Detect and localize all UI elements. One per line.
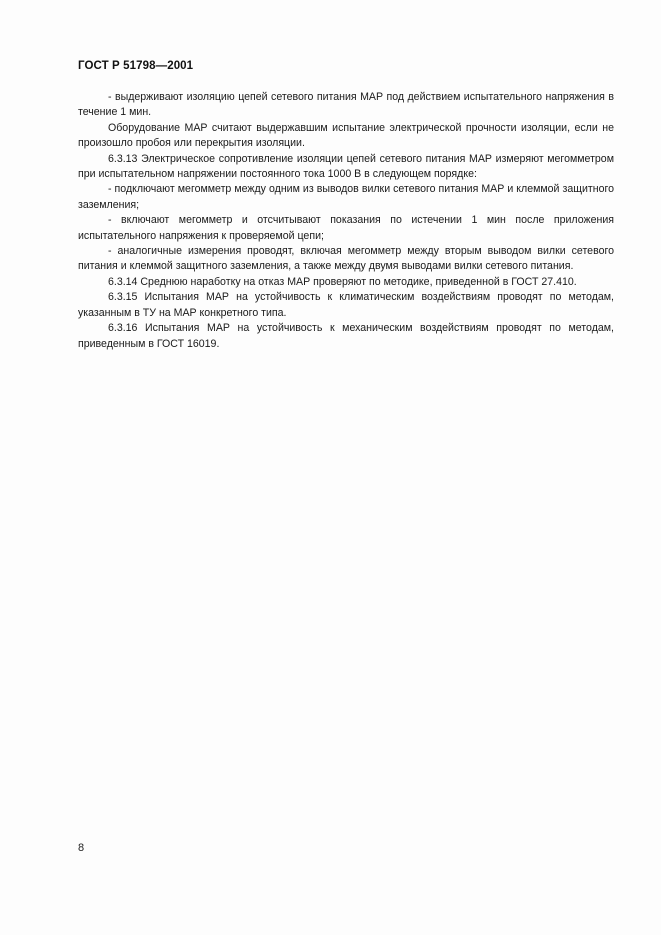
page-number: 8 <box>78 842 85 854</box>
paragraph-6-3-15: 6.3.15 Испытания МАР на устойчивость к климатическим воздействиям проводят по методам, указанным в ТУ на МАР конкретного типа. <box>78 291 614 319</box>
document-body <box>78 90 614 352</box>
paragraph-similar-measurements: - аналогичные измерения проводят, включая мегомметр между вторым выводом вилки сетевого питания и клеммой защитного заземления, а также между двумя выводами вилки сетевого питания. <box>78 245 614 273</box>
paragraph-6-3-13: 6.3.13 Электрическое сопротивление изоляции цепей сетевого питания МАР измеряют мегомметром при испытательном напряжении постоянного тока 1000 В в следующем порядке: <box>78 152 614 181</box>
paragraph-connect-megohmmeter: - подключают мегомметр между одним из выводов вилки сетевого питания МАР и клеммой защитного заземления; <box>78 183 614 211</box>
paragraph-read-megohmmeter: - включают мегомметр и отсчитывают показания по истечении 1 мин после приложения испытательного напряжения к проверяемой цепи; <box>78 214 614 242</box>
paragraph-6-3-16: 6.3.16 Испытания МАР на устойчивость к механическим воздействиям проводят по методам, приведенным в ГОСТ 16019. <box>78 322 614 350</box>
paragraph-insulation-criterion: Оборудование МАР считают выдержавшим испытание электрической прочности изоляции, если не произошло пробоя или перекрытия изоляции. <box>78 121 614 150</box>
paragraph-insulation-withstand: - выдерживают изоляцию цепей сетевого питания МАР под действием испытательного напряжения в течение 1 мин. <box>78 91 614 119</box>
document-header-code: ГОСТ Р 51798—2001 <box>78 60 194 72</box>
paragraph-6-3-14: 6.3.14 Среднюю наработку на отказ МАР проверяют по методике, приведенной в ГОСТ 27.410. <box>108 275 577 288</box>
